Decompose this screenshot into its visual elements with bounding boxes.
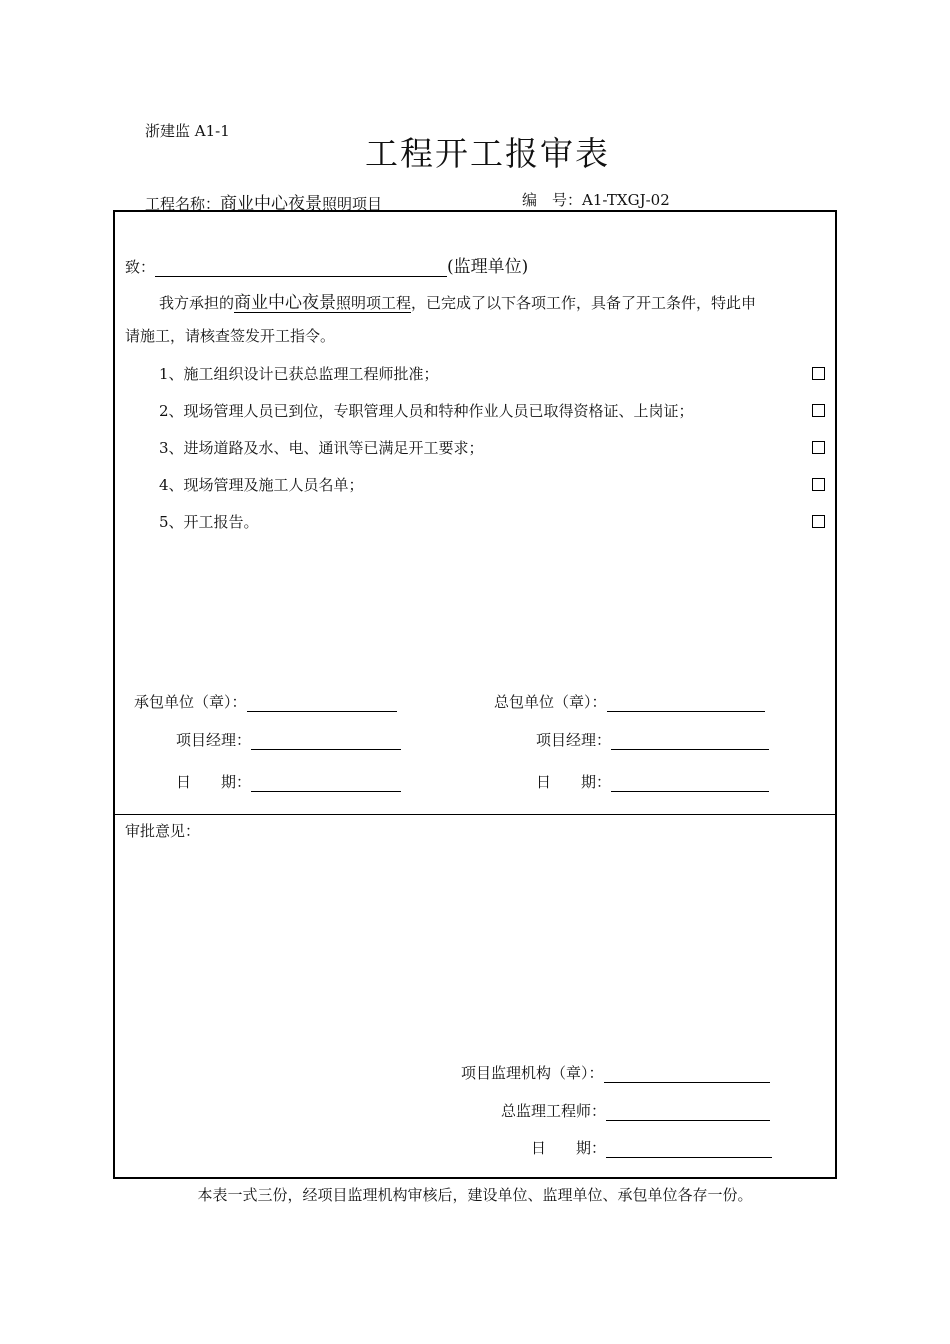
form-number-row bbox=[522, 189, 670, 210]
checkbox-1[interactable] bbox=[812, 367, 825, 380]
form-number-value: A1-TXGJ-02 bbox=[582, 191, 670, 209]
contractor-unit-label: 承包单位（章）： bbox=[134, 693, 247, 711]
checkbox-3[interactable] bbox=[812, 441, 825, 454]
date-right-row bbox=[536, 771, 769, 792]
chief-engineer-label: 总监理工程师： bbox=[501, 1102, 607, 1120]
project-name-label: 工程名称： bbox=[145, 195, 221, 213]
general-unit-blank[interactable] bbox=[607, 693, 765, 712]
date-left-row bbox=[176, 771, 401, 792]
supervisor-org-blank[interactable] bbox=[604, 1064, 770, 1083]
addressee-label: 致： bbox=[125, 258, 156, 276]
date-left-blank[interactable] bbox=[251, 773, 401, 792]
approval-label: 审批意见： bbox=[125, 822, 201, 840]
checklist-item-2: 2、现场管理人员已到位，专职管理人员和特种作业人员已取得资格证、上岗证； bbox=[159, 402, 694, 420]
pm-right-row bbox=[536, 729, 769, 750]
form-number-label: 编 号： bbox=[522, 191, 583, 209]
checkbox-5[interactable] bbox=[812, 515, 825, 528]
addressee-blank[interactable] bbox=[155, 258, 447, 277]
pm-left-row bbox=[176, 729, 401, 750]
intro-line-2: 请施工，请核查签发开工指令。 bbox=[125, 327, 336, 345]
intro-rest: ，已完成了以下各项工作，具备了开工条件，特此申 bbox=[411, 294, 757, 312]
intro-prefix: 我方承担的 bbox=[159, 294, 235, 312]
addressee-suffix: (监理单位) bbox=[447, 257, 529, 277]
contractor-unit-blank[interactable] bbox=[247, 693, 397, 712]
checklist-item-1: 1、施工组织设计已获总监理工程师批准； bbox=[159, 365, 439, 383]
pm-left-label: 项目经理： bbox=[176, 731, 252, 749]
form-code: 浙建监 A1-1 bbox=[145, 122, 230, 140]
general-unit-row bbox=[494, 691, 765, 712]
contractor-unit-row bbox=[134, 691, 397, 712]
page-title: 工程开工报审表 bbox=[365, 134, 610, 173]
supervisor-org-row bbox=[461, 1062, 770, 1083]
general-unit-label: 总包单位（章）： bbox=[494, 693, 607, 711]
date-right-label: 日 期： bbox=[536, 773, 612, 791]
addressee-row bbox=[125, 252, 528, 277]
checklist-item-5: 5、开工报告。 bbox=[159, 513, 259, 531]
footer-note: 本表一式三份，经项目监理机构审核后，建设单位、监理单位、承包单位各存一份。 bbox=[197, 1186, 753, 1204]
intro-project-name: 商业中心夜景 bbox=[234, 293, 337, 313]
pm-left-blank[interactable] bbox=[251, 731, 401, 750]
section-divider bbox=[115, 814, 835, 815]
date-left-label: 日 期： bbox=[176, 773, 252, 791]
checklist-item-3: 3、进场道路及水、电、通讯等已满足开工要求； bbox=[159, 439, 484, 457]
checklist-item-4: 4、现场管理及施工人员名单； bbox=[159, 476, 364, 494]
approval-date-blank[interactable] bbox=[606, 1139, 772, 1158]
intro-project-suffix: 照明项工程 bbox=[336, 294, 412, 312]
date-right-blank[interactable] bbox=[611, 773, 769, 792]
project-name-suffix: 照明项目 bbox=[322, 195, 383, 213]
checkbox-4[interactable] bbox=[812, 478, 825, 491]
approval-date-label: 日 期： bbox=[531, 1139, 607, 1157]
chief-engineer-row bbox=[501, 1100, 770, 1121]
project-name-value: 商业中心夜景 bbox=[220, 194, 323, 214]
approval-date-row bbox=[531, 1137, 772, 1158]
supervisor-org-label: 项目监理机构（章）： bbox=[461, 1064, 604, 1082]
checkbox-2[interactable] bbox=[812, 404, 825, 417]
form-table bbox=[113, 210, 837, 1179]
intro-line-1 bbox=[159, 288, 756, 313]
pm-right-label: 项目经理： bbox=[536, 731, 612, 749]
pm-right-blank[interactable] bbox=[611, 731, 769, 750]
chief-engineer-blank[interactable] bbox=[606, 1102, 770, 1121]
